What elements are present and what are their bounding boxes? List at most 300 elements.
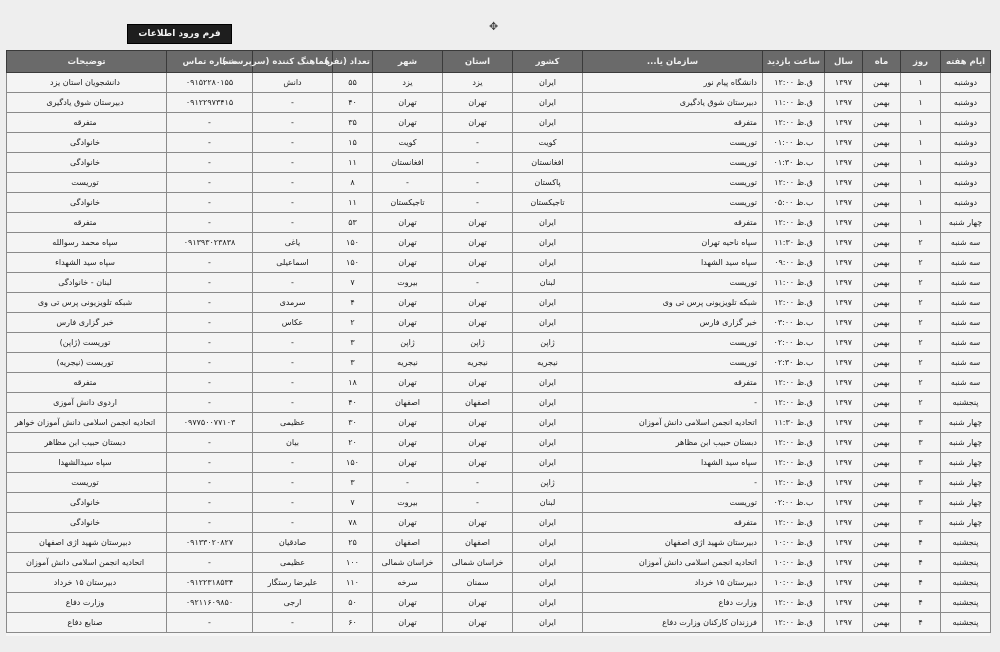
- column-header-visit-time[interactable]: ساعت بازدید: [763, 51, 825, 73]
- cell-visit-time[interactable]: ق.ظ ۱۱:۳۰: [763, 413, 825, 433]
- cell-coordinator[interactable]: عظیمی: [253, 553, 333, 573]
- cell-country[interactable]: ژاپن: [513, 333, 583, 353]
- cell-year[interactable]: ۱۳۹۷: [825, 93, 863, 113]
- cell-day-of-week[interactable]: پنجشنبه: [941, 593, 991, 613]
- cell-city[interactable]: تهران: [373, 513, 443, 533]
- table-row[interactable]: [7, 313, 991, 333]
- cell-year[interactable]: ۱۳۹۷: [825, 473, 863, 493]
- column-header-province[interactable]: استان: [443, 51, 513, 73]
- cell-organization[interactable]: سپاه سید الشهدا: [583, 453, 763, 473]
- cell-year[interactable]: ۱۳۹۷: [825, 513, 863, 533]
- cell-country[interactable]: ایران: [513, 373, 583, 393]
- cell-coordinator[interactable]: -: [253, 333, 333, 353]
- cell-phone[interactable]: ۰۹۱۲۲۳۱۸۵۳۴: [167, 573, 253, 593]
- table-row[interactable]: [7, 233, 991, 253]
- cell-day-of-week[interactable]: سه شنبه: [941, 313, 991, 333]
- cell-day-of-week[interactable]: سه شنبه: [941, 333, 991, 353]
- cell-province[interactable]: سمنان: [443, 573, 513, 593]
- table-row[interactable]: [7, 153, 991, 173]
- cell-country[interactable]: ایران: [513, 293, 583, 313]
- cell-count[interactable]: ۴۰: [333, 393, 373, 413]
- cell-day-of-week[interactable]: دوشنبه: [941, 133, 991, 153]
- cell-country[interactable]: ایران: [513, 413, 583, 433]
- cell-day[interactable]: ۱: [901, 73, 941, 93]
- cell-city[interactable]: کویت: [373, 133, 443, 153]
- cell-month[interactable]: بهمن: [863, 573, 901, 593]
- cell-phone[interactable]: ۰۹۷۷۵۰۰۷۷۱۰۳: [167, 413, 253, 433]
- cell-notes[interactable]: سپاه سیدالشهدا: [7, 453, 167, 473]
- cell-day-of-week[interactable]: سه شنبه: [941, 373, 991, 393]
- cell-country[interactable]: تاجیکستان: [513, 193, 583, 213]
- cell-day-of-week[interactable]: چهار شنبه: [941, 433, 991, 453]
- cell-phone[interactable]: ۰۹۱۵۲۲۸۰۱۵۵: [167, 73, 253, 93]
- column-header-country[interactable]: کشور: [513, 51, 583, 73]
- cell-month[interactable]: بهمن: [863, 513, 901, 533]
- cell-coordinator[interactable]: علیرضا رستگار: [253, 573, 333, 593]
- cell-visit-time[interactable]: ق.ظ ۱۰:۰۰: [763, 573, 825, 593]
- cell-day-of-week[interactable]: دوشنبه: [941, 93, 991, 113]
- cell-visit-time[interactable]: ق.ظ ۱۲:۰۰: [763, 173, 825, 193]
- table-row[interactable]: [7, 433, 991, 453]
- cell-organization[interactable]: توریست: [583, 273, 763, 293]
- cell-country[interactable]: ایران: [513, 253, 583, 273]
- cell-notes[interactable]: اردوی دانش آموزی: [7, 393, 167, 413]
- cell-visit-time[interactable]: ب.ظ ۰۲:۰۰: [763, 493, 825, 513]
- cell-month[interactable]: بهمن: [863, 213, 901, 233]
- cell-day-of-week[interactable]: پنجشنبه: [941, 573, 991, 593]
- cell-organization[interactable]: توریست: [583, 353, 763, 373]
- table-row[interactable]: [7, 473, 991, 493]
- cell-count[interactable]: ۳۰: [333, 413, 373, 433]
- cell-phone[interactable]: -: [167, 513, 253, 533]
- cell-country[interactable]: ایران: [513, 513, 583, 533]
- cell-visit-time[interactable]: ق.ظ ۱۱:۰۰: [763, 93, 825, 113]
- cell-country[interactable]: ایران: [513, 213, 583, 233]
- cell-phone[interactable]: -: [167, 213, 253, 233]
- cell-country[interactable]: ایران: [513, 613, 583, 633]
- cell-organization[interactable]: دبیرستان شوق یادگیری: [583, 93, 763, 113]
- cell-city[interactable]: تهران: [373, 613, 443, 633]
- cell-province[interactable]: تهران: [443, 93, 513, 113]
- cell-notes[interactable]: لبنان - خانوادگی: [7, 273, 167, 293]
- cell-day[interactable]: ۴: [901, 533, 941, 553]
- cell-province[interactable]: تهران: [443, 413, 513, 433]
- cell-year[interactable]: ۱۳۹۷: [825, 533, 863, 553]
- cell-city[interactable]: تهران: [373, 313, 443, 333]
- cell-visit-time[interactable]: ق.ظ ۱۲:۰۰: [763, 433, 825, 453]
- cell-visit-time[interactable]: ق.ظ ۱۲:۰۰: [763, 613, 825, 633]
- cell-city[interactable]: تهران: [373, 233, 443, 253]
- cell-year[interactable]: ۱۳۹۷: [825, 233, 863, 253]
- cell-year[interactable]: ۱۳۹۷: [825, 613, 863, 633]
- cell-day-of-week[interactable]: پنجشنبه: [941, 553, 991, 573]
- cell-notes[interactable]: وزارت دفاع: [7, 593, 167, 613]
- cell-visit-time[interactable]: ب.ظ ۰۱:۰۰: [763, 133, 825, 153]
- cell-organization[interactable]: -: [583, 473, 763, 493]
- cell-day[interactable]: ۱: [901, 113, 941, 133]
- cell-day-of-week[interactable]: سه شنبه: [941, 253, 991, 273]
- cell-visit-time[interactable]: ب.ظ ۰۱:۳۰: [763, 153, 825, 173]
- cell-notes[interactable]: متفرقه: [7, 113, 167, 133]
- cell-city[interactable]: نیجریه: [373, 353, 443, 373]
- cell-coordinator[interactable]: -: [253, 493, 333, 513]
- cell-coordinator[interactable]: -: [253, 453, 333, 473]
- cell-notes[interactable]: دبیرستان شهید اژی اصفهان: [7, 533, 167, 553]
- cell-month[interactable]: بهمن: [863, 233, 901, 253]
- column-header-day-of-week[interactable]: ایام هفته: [941, 51, 991, 73]
- cell-organization[interactable]: اتحادیه انجمن اسلامی دانش آموزان: [583, 553, 763, 573]
- cell-country[interactable]: ایران: [513, 433, 583, 453]
- cell-coordinator[interactable]: سرمدی: [253, 293, 333, 313]
- cell-day[interactable]: ۴: [901, 553, 941, 573]
- cell-day-of-week[interactable]: دوشنبه: [941, 113, 991, 133]
- cell-organization[interactable]: متفرقه: [583, 373, 763, 393]
- cell-year[interactable]: ۱۳۹۷: [825, 353, 863, 373]
- cell-year[interactable]: ۱۳۹۷: [825, 253, 863, 273]
- cell-count[interactable]: ۳: [333, 333, 373, 353]
- table-row[interactable]: [7, 553, 991, 573]
- cell-phone[interactable]: -: [167, 253, 253, 273]
- cell-country[interactable]: ایران: [513, 573, 583, 593]
- cell-city[interactable]: تهران: [373, 93, 443, 113]
- cell-organization[interactable]: توریست: [583, 193, 763, 213]
- cell-coordinator[interactable]: -: [253, 373, 333, 393]
- cell-city[interactable]: خراسان شمالی: [373, 553, 443, 573]
- cell-month[interactable]: بهمن: [863, 533, 901, 553]
- cell-visit-time[interactable]: ب.ظ ۰۲:۰۰: [763, 333, 825, 353]
- cell-day[interactable]: ۴: [901, 593, 941, 613]
- cell-phone[interactable]: ۰۹۱۳۹۳۰۲۳۸۳۸: [167, 233, 253, 253]
- cell-province[interactable]: اصفهان: [443, 533, 513, 553]
- cell-year[interactable]: ۱۳۹۷: [825, 133, 863, 153]
- table-row[interactable]: [7, 213, 991, 233]
- cell-year[interactable]: ۱۳۹۷: [825, 173, 863, 193]
- cell-province[interactable]: اصفهان: [443, 393, 513, 413]
- cell-notes[interactable]: متفرقه: [7, 213, 167, 233]
- cell-visit-time[interactable]: ب.ظ ۰۵:۰۰: [763, 193, 825, 213]
- cell-visit-time[interactable]: ب.ظ ۰۲:۳۰: [763, 353, 825, 373]
- cell-visit-time[interactable]: ق.ظ ۱۲:۰۰: [763, 213, 825, 233]
- cell-notes[interactable]: توریست: [7, 473, 167, 493]
- cell-country[interactable]: ایران: [513, 553, 583, 573]
- cell-notes[interactable]: دانشجویان استان یزد: [7, 73, 167, 93]
- cell-city[interactable]: ژاپن: [373, 333, 443, 353]
- cell-year[interactable]: ۱۳۹۷: [825, 573, 863, 593]
- table-row[interactable]: [7, 393, 991, 413]
- cell-phone[interactable]: ۰۹۲۱۱۶۰۹۸۵۰: [167, 593, 253, 613]
- table-row[interactable]: [7, 253, 991, 273]
- cell-province[interactable]: تهران: [443, 293, 513, 313]
- cell-province[interactable]: یزد: [443, 73, 513, 93]
- cell-visit-time[interactable]: ق.ظ ۰۹:۰۰: [763, 253, 825, 273]
- cell-day[interactable]: ۲: [901, 293, 941, 313]
- table-row[interactable]: [7, 613, 991, 633]
- cell-count[interactable]: ۱۸: [333, 373, 373, 393]
- cell-year[interactable]: ۱۳۹۷: [825, 193, 863, 213]
- cell-month[interactable]: بهمن: [863, 593, 901, 613]
- cell-coordinator[interactable]: -: [253, 273, 333, 293]
- cell-province[interactable]: -: [443, 133, 513, 153]
- cell-day[interactable]: ۳: [901, 513, 941, 533]
- cell-day[interactable]: ۱: [901, 133, 941, 153]
- cell-organization[interactable]: توریست: [583, 153, 763, 173]
- cell-notes[interactable]: شبکه تلویزیونی پرس تی وی: [7, 293, 167, 313]
- cell-month[interactable]: بهمن: [863, 73, 901, 93]
- cell-month[interactable]: بهمن: [863, 313, 901, 333]
- cell-country[interactable]: افغانستان: [513, 153, 583, 173]
- cell-phone[interactable]: -: [167, 293, 253, 313]
- cell-organization[interactable]: متفرقه: [583, 513, 763, 533]
- cell-province[interactable]: تهران: [443, 113, 513, 133]
- cell-phone[interactable]: ۰۹۱۲۲۹۷۳۴۱۵: [167, 93, 253, 113]
- cell-day[interactable]: ۱: [901, 153, 941, 173]
- cell-count[interactable]: ۱۵: [333, 133, 373, 153]
- cell-city[interactable]: اصفهان: [373, 533, 443, 553]
- cell-year[interactable]: ۱۳۹۷: [825, 273, 863, 293]
- table-row[interactable]: [7, 113, 991, 133]
- cell-notes[interactable]: خانوادگی: [7, 193, 167, 213]
- cell-day-of-week[interactable]: چهار شنبه: [941, 493, 991, 513]
- cell-province[interactable]: -: [443, 273, 513, 293]
- cell-year[interactable]: ۱۳۹۷: [825, 293, 863, 313]
- cell-notes[interactable]: سپاه سید الشهداء: [7, 253, 167, 273]
- cell-year[interactable]: ۱۳۹۷: [825, 113, 863, 133]
- cell-country[interactable]: ایران: [513, 533, 583, 553]
- cell-count[interactable]: ۲: [333, 313, 373, 333]
- cell-day[interactable]: ۲: [901, 353, 941, 373]
- cell-visit-time[interactable]: ق.ظ ۱۲:۰۰: [763, 393, 825, 413]
- cell-count[interactable]: ۱۵۰: [333, 453, 373, 473]
- cell-day-of-week[interactable]: چهار شنبه: [941, 513, 991, 533]
- cell-province[interactable]: تهران: [443, 373, 513, 393]
- cell-phone[interactable]: -: [167, 313, 253, 333]
- cell-month[interactable]: بهمن: [863, 393, 901, 413]
- cell-city[interactable]: -: [373, 173, 443, 193]
- cell-coordinator[interactable]: ارجی: [253, 593, 333, 613]
- cell-city[interactable]: تهران: [373, 453, 443, 473]
- cell-day[interactable]: ۱: [901, 173, 941, 193]
- cell-city[interactable]: افغانستان: [373, 153, 443, 173]
- table-row[interactable]: [7, 373, 991, 393]
- cell-count[interactable]: ۷۸: [333, 513, 373, 533]
- cell-phone[interactable]: -: [167, 393, 253, 413]
- table-row[interactable]: [7, 593, 991, 613]
- column-header-organization[interactable]: سازمان یا...: [583, 51, 763, 73]
- cell-year[interactable]: ۱۳۹۷: [825, 333, 863, 353]
- cell-notes[interactable]: دبیرستان شوق یادگیری: [7, 93, 167, 113]
- cell-year[interactable]: ۱۳۹۷: [825, 73, 863, 93]
- cell-visit-time[interactable]: ق.ظ ۱۲:۰۰: [763, 73, 825, 93]
- cell-count[interactable]: ۳۵: [333, 113, 373, 133]
- cell-month[interactable]: بهمن: [863, 193, 901, 213]
- cell-day-of-week[interactable]: دوشنبه: [941, 153, 991, 173]
- cell-organization[interactable]: توریست: [583, 173, 763, 193]
- cell-phone[interactable]: -: [167, 353, 253, 373]
- cell-day[interactable]: ۲: [901, 393, 941, 413]
- cell-coordinator[interactable]: دانش: [253, 73, 333, 93]
- cell-country[interactable]: کویت: [513, 133, 583, 153]
- cell-phone[interactable]: -: [167, 333, 253, 353]
- cell-year[interactable]: ۱۳۹۷: [825, 453, 863, 473]
- cell-year[interactable]: ۱۳۹۷: [825, 213, 863, 233]
- cell-day-of-week[interactable]: چهار شنبه: [941, 213, 991, 233]
- cell-count[interactable]: ۲۰: [333, 433, 373, 453]
- cell-month[interactable]: بهمن: [863, 433, 901, 453]
- cell-organization[interactable]: دانشگاه پیام نور: [583, 73, 763, 93]
- cell-province[interactable]: تهران: [443, 253, 513, 273]
- cell-count[interactable]: ۳: [333, 473, 373, 493]
- cell-coordinator[interactable]: اسماعیلی: [253, 253, 333, 273]
- cell-organization[interactable]: سپاه ناحیه تهران: [583, 233, 763, 253]
- column-header-coordinator[interactable]: هماهنگ کننده (سرپرست): [253, 51, 333, 73]
- cell-country[interactable]: لبنان: [513, 273, 583, 293]
- cell-organization[interactable]: اتحادیه انجمن اسلامی دانش آموزان: [583, 413, 763, 433]
- cell-month[interactable]: بهمن: [863, 153, 901, 173]
- cell-count[interactable]: ۱۱۰: [333, 573, 373, 593]
- cell-city[interactable]: تهران: [373, 213, 443, 233]
- cell-phone[interactable]: -: [167, 273, 253, 293]
- cell-country[interactable]: ایران: [513, 113, 583, 133]
- cell-province[interactable]: -: [443, 193, 513, 213]
- cell-coordinator[interactable]: -: [253, 513, 333, 533]
- cell-phone[interactable]: -: [167, 473, 253, 493]
- cell-province[interactable]: -: [443, 473, 513, 493]
- cell-notes[interactable]: خانوادگی: [7, 153, 167, 173]
- cell-count[interactable]: ۴۰: [333, 93, 373, 113]
- cell-year[interactable]: ۱۳۹۷: [825, 413, 863, 433]
- cell-count[interactable]: ۸: [333, 173, 373, 193]
- cell-country[interactable]: پاکستان: [513, 173, 583, 193]
- cell-month[interactable]: بهمن: [863, 453, 901, 473]
- cell-count[interactable]: ۱۵۰: [333, 233, 373, 253]
- cell-visit-time[interactable]: ق.ظ ۱۲:۰۰: [763, 593, 825, 613]
- column-header-day[interactable]: روز: [901, 51, 941, 73]
- cell-month[interactable]: بهمن: [863, 173, 901, 193]
- cell-year[interactable]: ۱۳۹۷: [825, 313, 863, 333]
- cell-month[interactable]: بهمن: [863, 613, 901, 633]
- cell-day[interactable]: ۱: [901, 193, 941, 213]
- column-header-year[interactable]: سال: [825, 51, 863, 73]
- cell-country[interactable]: ایران: [513, 93, 583, 113]
- cell-month[interactable]: بهمن: [863, 473, 901, 493]
- cell-country[interactable]: ایران: [513, 393, 583, 413]
- cell-province[interactable]: -: [443, 153, 513, 173]
- cell-day[interactable]: ۳: [901, 413, 941, 433]
- cell-country[interactable]: ژاپن: [513, 473, 583, 493]
- table-row[interactable]: [7, 453, 991, 473]
- cell-notes[interactable]: متفرقه: [7, 373, 167, 393]
- table-row[interactable]: [7, 573, 991, 593]
- cell-phone[interactable]: -: [167, 173, 253, 193]
- cell-phone[interactable]: -: [167, 433, 253, 453]
- cell-city[interactable]: تهران: [373, 293, 443, 313]
- cell-year[interactable]: ۱۳۹۷: [825, 553, 863, 573]
- cell-phone[interactable]: -: [167, 613, 253, 633]
- cell-coordinator[interactable]: -: [253, 473, 333, 493]
- cell-count[interactable]: ۳: [333, 353, 373, 373]
- cell-notes[interactable]: اتحادیه انجمن اسلامی دانش آموزان: [7, 553, 167, 573]
- cell-country[interactable]: ایران: [513, 593, 583, 613]
- cell-coordinator[interactable]: صادقیان: [253, 533, 333, 553]
- cell-count[interactable]: ۷: [333, 493, 373, 513]
- cell-year[interactable]: ۱۳۹۷: [825, 393, 863, 413]
- cell-organization[interactable]: دبیرستان ۱۵ خرداد: [583, 573, 763, 593]
- cell-notes[interactable]: خانوادگی: [7, 133, 167, 153]
- cell-country[interactable]: ایران: [513, 73, 583, 93]
- cell-day-of-week[interactable]: دوشنبه: [941, 173, 991, 193]
- cell-year[interactable]: ۱۳۹۷: [825, 593, 863, 613]
- cell-day[interactable]: ۲: [901, 313, 941, 333]
- cell-visit-time[interactable]: ق.ظ ۱۱:۰۰: [763, 273, 825, 293]
- cell-notes[interactable]: توریست: [7, 173, 167, 193]
- cell-phone[interactable]: -: [167, 453, 253, 473]
- cell-city[interactable]: بیروت: [373, 273, 443, 293]
- cell-day-of-week[interactable]: دوشنبه: [941, 193, 991, 213]
- cell-phone[interactable]: -: [167, 133, 253, 153]
- cell-organization[interactable]: توریست: [583, 333, 763, 353]
- cell-day[interactable]: ۲: [901, 273, 941, 293]
- cell-organization[interactable]: وزارت دفاع: [583, 593, 763, 613]
- cell-country[interactable]: ایران: [513, 233, 583, 253]
- cell-day[interactable]: ۳: [901, 493, 941, 513]
- cell-city[interactable]: اصفهان: [373, 393, 443, 413]
- cell-notes[interactable]: توریست (ژاپن): [7, 333, 167, 353]
- cell-city[interactable]: تاجیکستان: [373, 193, 443, 213]
- cell-city[interactable]: تهران: [373, 593, 443, 613]
- cell-day[interactable]: ۱: [901, 93, 941, 113]
- cell-organization[interactable]: سپاه سید الشهدا: [583, 253, 763, 273]
- column-header-phone[interactable]: شماره تماس: [167, 51, 253, 73]
- cell-phone[interactable]: -: [167, 373, 253, 393]
- cell-day[interactable]: ۲: [901, 373, 941, 393]
- cell-day-of-week[interactable]: دوشنبه: [941, 73, 991, 93]
- cell-notes[interactable]: خانوادگی: [7, 493, 167, 513]
- cell-city[interactable]: بیروت: [373, 493, 443, 513]
- cell-day[interactable]: ۲: [901, 333, 941, 353]
- table-row[interactable]: [7, 333, 991, 353]
- cell-country[interactable]: نیجریه: [513, 353, 583, 373]
- table-row[interactable]: [7, 413, 991, 433]
- cell-province[interactable]: تهران: [443, 433, 513, 453]
- column-header-notes[interactable]: توضیحات: [7, 51, 167, 73]
- cell-month[interactable]: بهمن: [863, 273, 901, 293]
- cell-visit-time[interactable]: ق.ظ ۱۲:۰۰: [763, 113, 825, 133]
- cell-visit-time[interactable]: ق.ظ ۱۲:۰۰: [763, 373, 825, 393]
- cell-notes[interactable]: صنایع دفاع: [7, 613, 167, 633]
- cell-year[interactable]: ۱۳۹۷: [825, 153, 863, 173]
- cell-visit-time[interactable]: ق.ظ ۱۲:۰۰: [763, 293, 825, 313]
- cell-visit-time[interactable]: ق.ظ ۱۲:۰۰: [763, 453, 825, 473]
- cell-day[interactable]: ۳: [901, 433, 941, 453]
- cell-province[interactable]: تهران: [443, 453, 513, 473]
- table-row[interactable]: [7, 173, 991, 193]
- cell-visit-time[interactable]: ق.ظ ۱۲:۰۰: [763, 473, 825, 493]
- table-row[interactable]: [7, 193, 991, 213]
- cell-notes[interactable]: خانوادگی: [7, 513, 167, 533]
- cell-month[interactable]: بهمن: [863, 253, 901, 273]
- cell-visit-time[interactable]: ق.ظ ۱۰:۰۰: [763, 553, 825, 573]
- cell-month[interactable]: بهمن: [863, 553, 901, 573]
- cell-city[interactable]: تهران: [373, 373, 443, 393]
- table-row[interactable]: [7, 513, 991, 533]
- cell-visit-time[interactable]: ق.ظ ۱۰:۰۰: [763, 533, 825, 553]
- cell-year[interactable]: ۱۳۹۷: [825, 373, 863, 393]
- cell-province[interactable]: نیجریه: [443, 353, 513, 373]
- table-row[interactable]: [7, 533, 991, 553]
- cell-coordinator[interactable]: بیان: [253, 433, 333, 453]
- cell-organization[interactable]: متفرقه: [583, 213, 763, 233]
- cell-day-of-week[interactable]: چهار شنبه: [941, 473, 991, 493]
